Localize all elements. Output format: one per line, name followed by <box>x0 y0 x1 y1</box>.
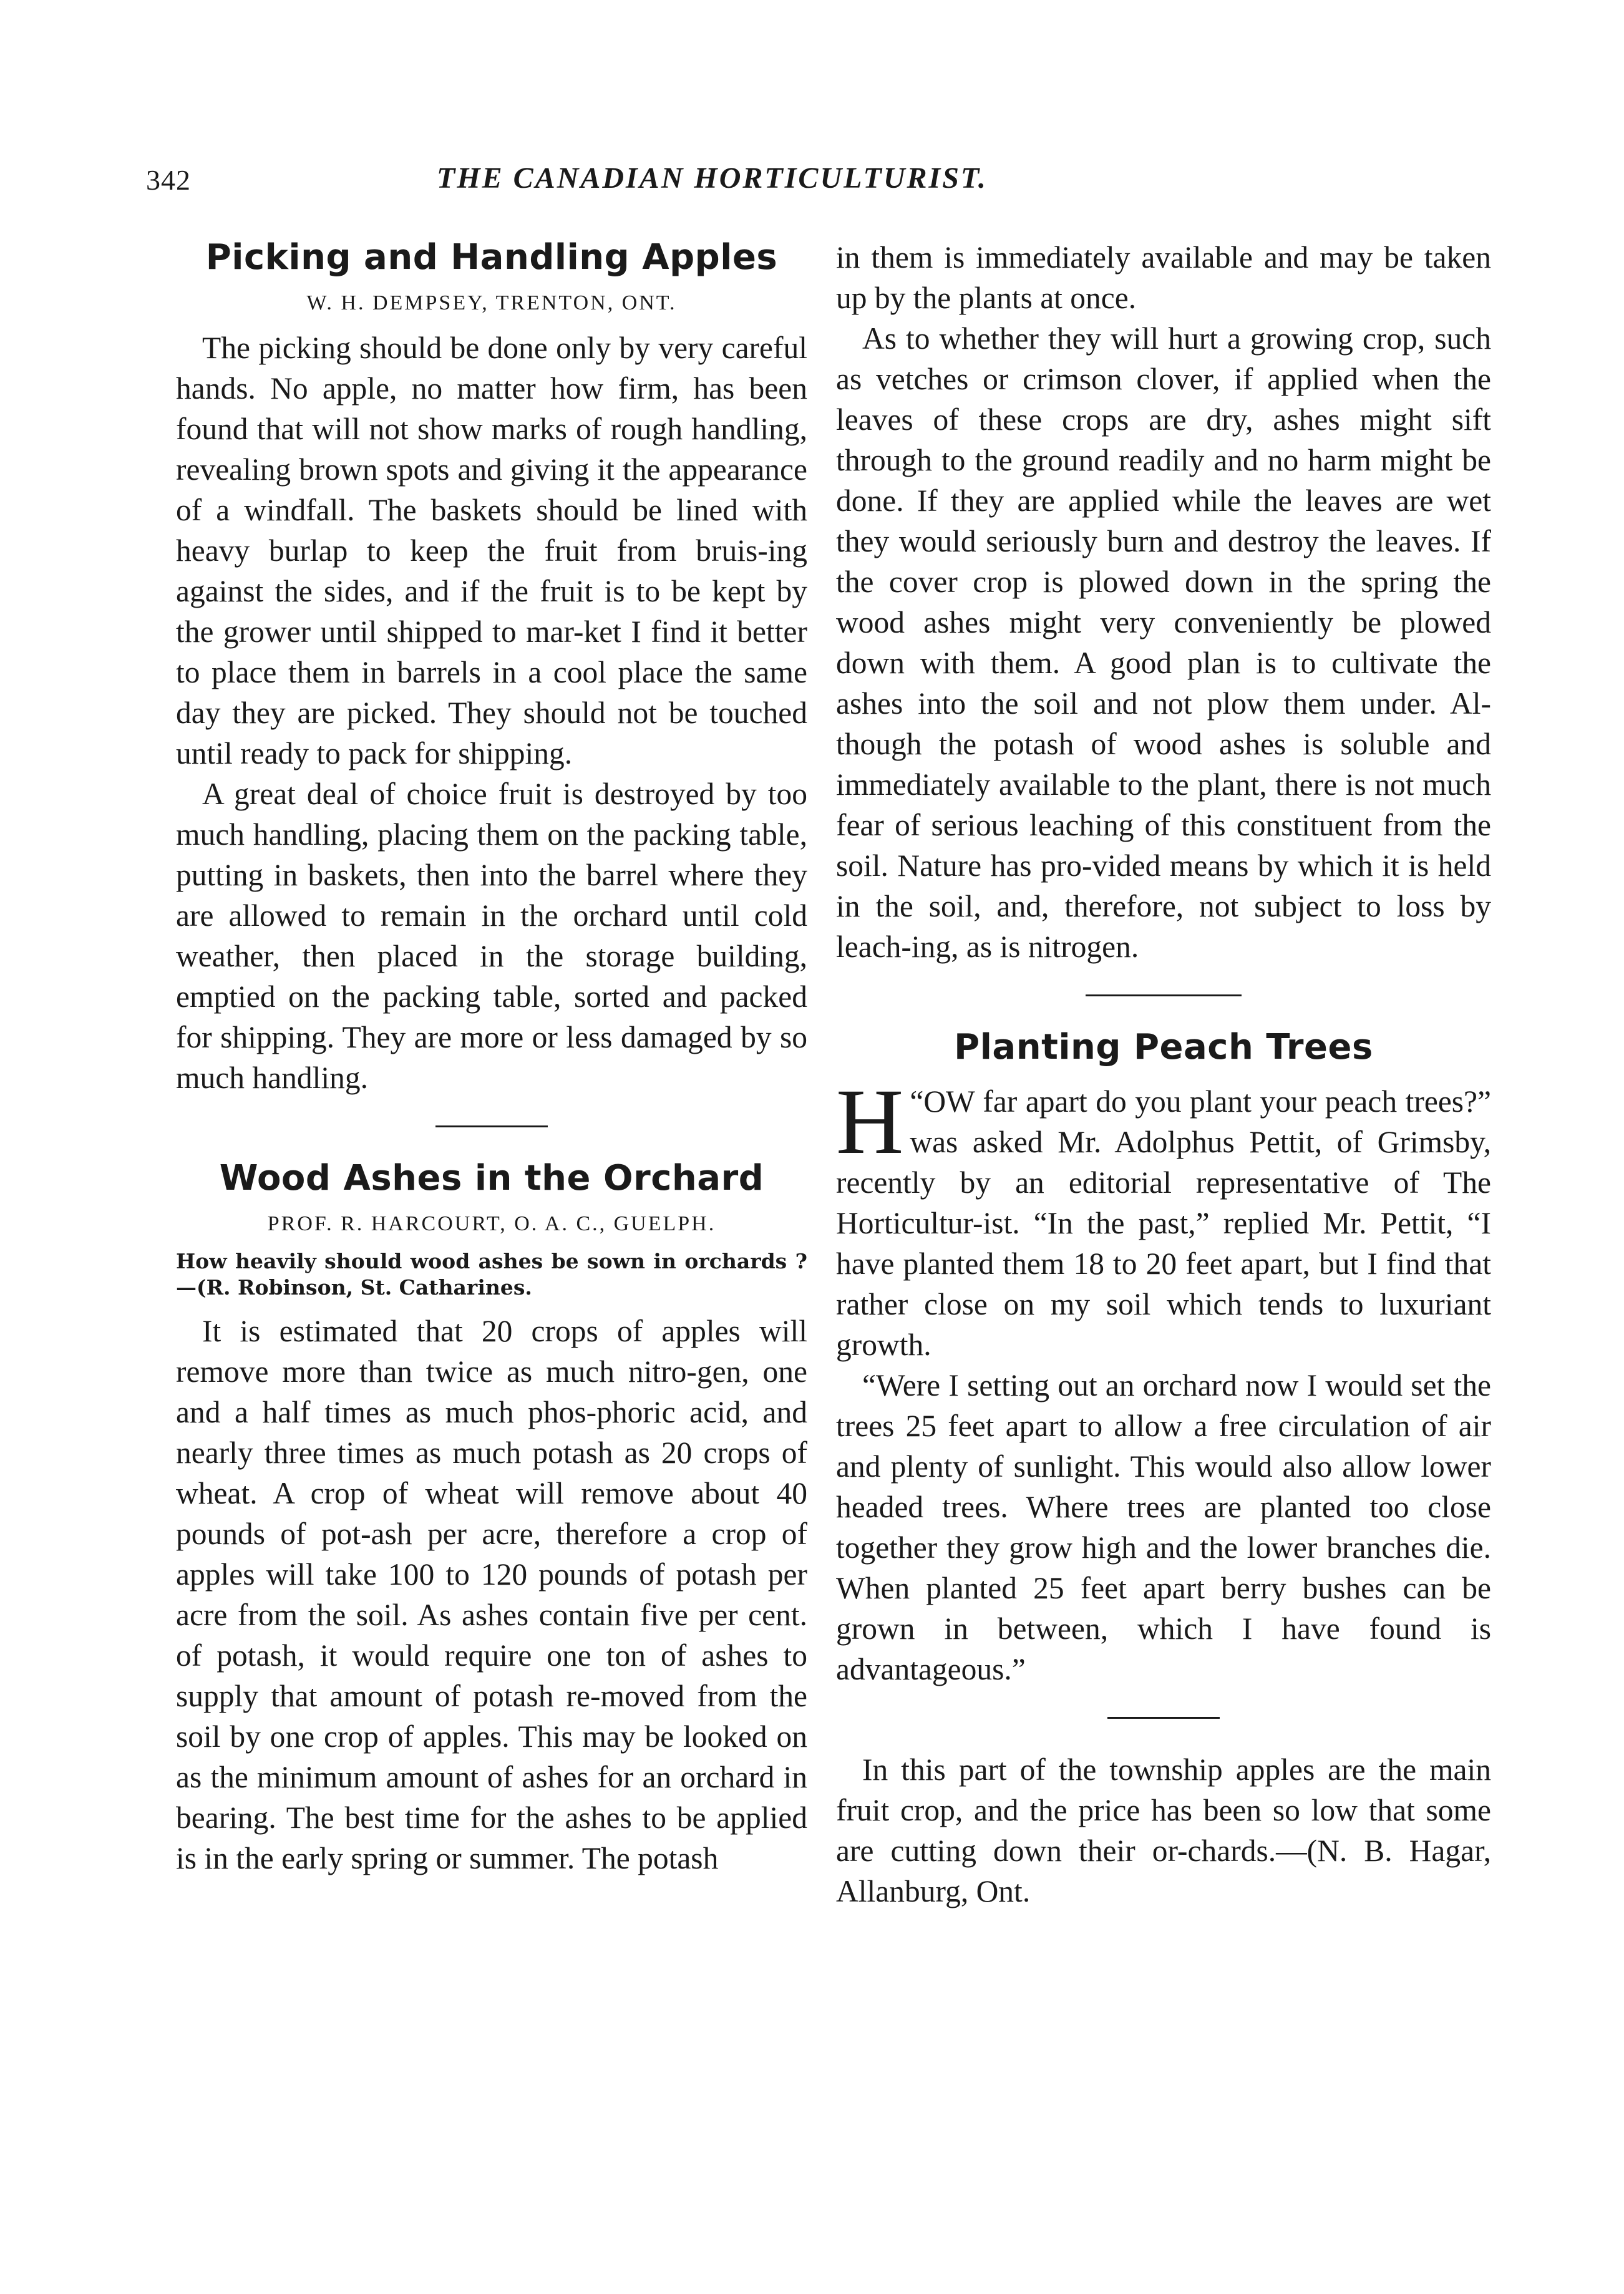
article-byline-dempsey: W. H. DEMPSEY, TRENTON, ONT. <box>306 291 677 314</box>
article-title-wood-ashes: Wood Ashes in the Orchard <box>219 1158 764 1198</box>
article-paragraph-dropcap <box>836 1070 1491 1365</box>
section-divider <box>836 988 1491 999</box>
article-paragraph: “Were I setting out an orchard now I would set the trees 25 feet apart to allow a free circulation of air and plenty of sunlight. This would also allow lower headed trees. Where trees are planted too close together they grow high and the lower branches die. When planted 25 feet apart berry bushes can be grown in between, which I have found is advantageous.” <box>836 1368 1491 1686</box>
article-paragraph: The picking should be done only by very careful hands. No apple, no matter how firm, has been found that will not show marks of rough handling, revealing brown spots and giving it the appearance of a windfall. The baskets should be lined with heavy burlap to keep the fruit from bruis-ing against the sides, and if the fruit is to be kept by the grower until shipped to mar-ket I find it better to place them in barrels in a cool place the same day they are picked. They should not be touched until ready to pack for shipping. <box>176 331 807 770</box>
running-title: THE CANADIAN HORTICULTURIST. <box>437 162 988 195</box>
article-paragraph: It is estimated that 20 crops of apples will remove more than twice as much nitro-gen, one and a half times as much phos-phoric acid, and nearly three times as much potash as 20 crops of wheat. A crop of wheat will remove about 40 pounds of pot-ash per acre, therefore a crop of apples will take 100 to 120 pounds of potash per acre from the soil. As ashes contain five per cent. of potash, it would require one ton of ashes to supply that amount of potash re-moved from the soil by one crop of apples. This may be looked on as the minimum amount of ashes for an orchard in bearing. The best time for the ashes to be applied is in the early spring or summer. The potash <box>176 1314 807 1875</box>
dropcap-paragraph-text: OW far apart do you plant your peach trees?” was asked Mr. Adolphus Pettit, of Grimsby, recently by an editorial representative of The Horticultur-ist. “In the past,” replied Mr. Pettit, “I have planted them 18 to 20 feet apart, but I find that rather close on my soil which tends to luxuriant growth. <box>836 1084 1491 1362</box>
section-divider <box>836 1711 1491 1722</box>
article-title-picking-apples: Picking and Handling Apples <box>205 237 778 278</box>
article-byline-harcourt: PROF. R. HARCOURT, O. A. C., GUELPH. <box>267 1212 716 1235</box>
left-column <box>176 237 807 1878</box>
opening-quote: “ <box>910 1084 924 1119</box>
drop-cap-letter: H <box>836 1070 904 1174</box>
article-paragraph-continued: in them is immediately available and may be taken up by the plants at once. <box>836 240 1491 315</box>
right-column <box>836 237 1491 1912</box>
article-paragraph: As to whether they will hurt a growing crop, such as vetches or crimson clover, if applied when the leaves of these crops are dry, ashes might sift through to the ground readily and no harm might be done. If they are applied while the leaves are wet they would seriously burn and destroy the leaves. If the cover crop is plowed down in the spring the wood ashes might very conveniently be plowed down with them. A good plan is to cultivate the ashes into the soil and not plow them under. Al-though the potash of wood ashes is soluble and immediately available to the plant, there is not much fear of serious leaching of this constituent from the soil. Nature has pro-vided means by which it is held in the soil, and, therefore, not subject to loss by leach-ing, as is nitrogen. <box>836 321 1491 964</box>
reader-note: In this part of the township apples are the main fruit crop, and the price has been so low that some are cutting down their or-chards.—(N. B. Hagar, Allanburg, Ont. <box>836 1752 1491 1908</box>
article-title-peach-trees: Planting Peach Trees <box>954 1027 1373 1067</box>
article-paragraph: A great deal of choice fruit is destroyed by too much handling, placing them on the packing table, putting in baskets, then into the barrel where they are allowed to remain in the orchard until cold weather, then placed in the storage building, emptied on the packing table, sorted and packed for shipping. They are more or less damaged by so much handling. <box>176 777 807 1095</box>
page-number: 342 <box>146 164 191 196</box>
reader-question: How heavily should wood ashes be sown in orchards ?—(R. Robinson, St. Catharines. <box>176 1249 807 1300</box>
section-divider <box>176 1119 807 1130</box>
